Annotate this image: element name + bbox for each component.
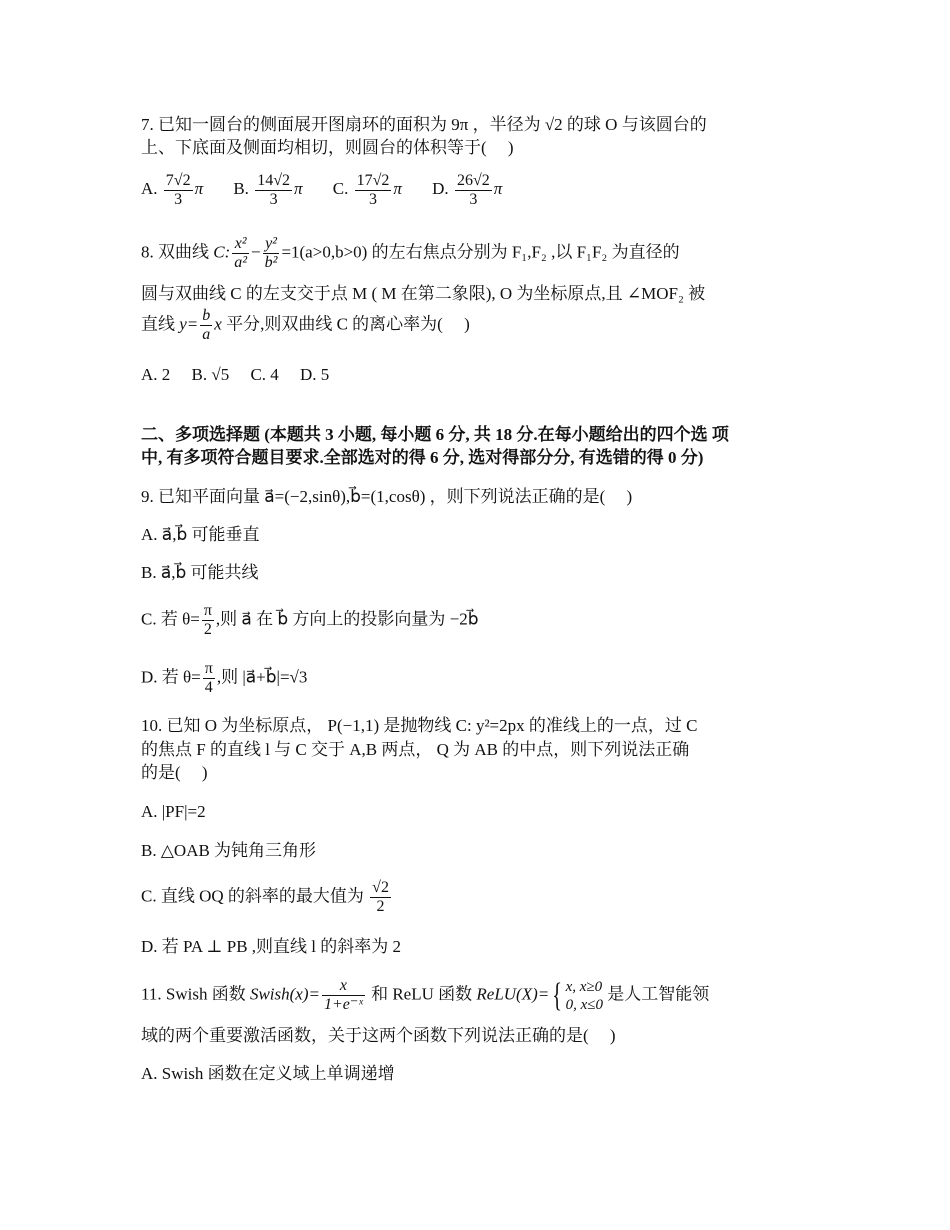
option-label: C.: [332, 179, 349, 199]
q8-x: x: [214, 314, 222, 334]
left-brace: {: [552, 976, 563, 1014]
q11-stem-line1: [141, 977, 709, 1014]
numerator: 26√2: [456, 172, 490, 189]
q7-option-d[interactable]: [432, 172, 503, 208]
numerator: 17√2: [356, 172, 390, 189]
numerator: 7√2: [165, 172, 191, 189]
q10-stem-line3: 的是( ): [141, 763, 208, 782]
option-label: A.: [141, 179, 158, 199]
q11-stem-line2: 域的两个重要激活函数，关于这两个函数下列说法正确的是( ): [141, 1026, 616, 1045]
pi-symbol: π: [393, 179, 402, 199]
q8-prefix: 8. 双曲线: [141, 242, 209, 262]
q10-stem-line2: 的焦点 F 的直线 l 与 C 交于 A,B 两点， Q 为 AB 的中点，则下列说法正确: [141, 740, 690, 759]
q7-stem-line1: 7. 已知一圆台的侧面展开图扇环的面积为 9π ，半径为 √2 的球 O 与该圆台的: [141, 115, 707, 134]
q10-option-c[interactable]: [141, 879, 393, 916]
q8-line3-rest: 平分,则双曲线 C 的离心率为( ): [226, 314, 470, 334]
denominator: 2: [376, 898, 385, 915]
q7-stem-line2: 上、下底面及侧面均相切，则圆台的体积等于( ): [141, 138, 514, 157]
denominator: a²: [234, 254, 248, 271]
case-2: 0, x≤0: [565, 996, 603, 1013]
numerator: b: [202, 307, 211, 324]
q9-option-a[interactable]: A. a⃗,b⃗ 可能垂直: [141, 525, 260, 544]
q10-option-a[interactable]: A. |PF|=2: [141, 802, 206, 821]
q10-stem-line1: 10. 已知 O 为坐标原点， P(−1,1) 是抛物线 C: y²=2px 的准线上的一点，过 C: [141, 716, 698, 735]
numerator: π: [204, 660, 213, 677]
denominator: 3: [368, 191, 377, 208]
fraction: [255, 172, 292, 209]
option-suffix: ,则 |a⃗+b⃗|=√3: [216, 667, 308, 687]
fraction-b-a: [200, 307, 212, 344]
case-1: x, x≥0: [565, 978, 603, 995]
numerator: 14√2: [257, 172, 290, 189]
numerator: x: [322, 977, 365, 996]
q7-options: [141, 172, 528, 209]
fraction-y2-b2: [263, 235, 280, 272]
denominator: b²: [264, 254, 278, 271]
fraction: [455, 172, 492, 209]
section2-heading-line1: 二、多项选择题 (本题共 3 小题, 每小题 6 分, 共 18 分.在每小题给出的四个选 项: [141, 425, 729, 444]
q9-option-d[interactable]: [141, 660, 307, 697]
fraction: [355, 172, 392, 209]
q10-option-d[interactable]: D. 若 PA ⊥ PB ,则直线 l 的斜率为 2: [141, 937, 402, 956]
fraction-pi-2: [202, 602, 214, 639]
fraction-x2-a2: [232, 235, 249, 272]
q10-option-b[interactable]: B. △OAB 为钝角三角形: [141, 841, 317, 860]
q8-stem-line2: 圆与双曲线 C 的左支交于点 M ( M 在第二象限), O 为坐标原点,且 ∠MOF₂ 被: [141, 284, 706, 303]
q9-stem: 9. 已知平面向量 a⃗=(−2,sinθ),b⃗=(1,cosθ) ，则下列说法正确的是( ): [141, 487, 633, 506]
option-prefix: D. 若 θ=: [141, 667, 201, 687]
minus-sign: −: [251, 242, 261, 262]
denominator: a: [202, 326, 211, 343]
q7-option-c[interactable]: [332, 172, 406, 208]
q8-line3-prefix: 直线: [141, 314, 175, 334]
option-prefix: C. 若 θ=: [141, 609, 200, 629]
q8-condition: =1(a>0,b>0): [281, 242, 368, 262]
q7-option-a[interactable]: [141, 172, 207, 208]
q9-option-b[interactable]: B. a⃗,b⃗ 可能共线: [141, 563, 259, 582]
option-label: B.: [233, 179, 249, 199]
section2-heading-line2: 中, 有多项符合题目要求.全部选对的得 6 分, 选对得部分分, 有选错的得 0 分): [141, 448, 704, 467]
pi-symbol: π: [194, 179, 204, 199]
q8-stem-line3: [141, 307, 470, 344]
denominator: 3: [469, 191, 478, 208]
q11-mid: 和 ReLU 函数: [371, 984, 473, 1004]
q8-options[interactable]: A. 2 B. √5 C. 4 D. 5: [141, 365, 330, 384]
q8-y-equals: y=: [179, 314, 199, 334]
fraction: [164, 172, 193, 209]
denominator: 3: [269, 191, 278, 208]
swish-lhs: Swish(x)=: [249, 984, 320, 1004]
q7-option-b[interactable]: [233, 172, 306, 208]
relu-lhs: ReLU(X)=: [476, 984, 550, 1004]
option-prefix: C. 直线 OQ 的斜率的最大值为: [141, 886, 364, 906]
q11-rest1: 是人工智能领: [607, 984, 710, 1004]
pi-symbol: π: [493, 179, 503, 199]
fraction-pi-4: [203, 660, 215, 697]
q11-option-a[interactable]: A. Swish 函数在定义域上单调递增: [141, 1064, 395, 1083]
q8-stem-line1: [141, 235, 680, 272]
fraction-sqrt2-2: [370, 879, 391, 916]
q9-option-c[interactable]: [141, 602, 479, 639]
option-suffix: ,则 a⃗ 在 b⃗ 方向上的投影向量为 −2b⃗: [215, 609, 479, 629]
denominator: 4: [204, 679, 213, 696]
pi-symbol: π: [293, 179, 303, 199]
q8-rest1: 的左右焦点分别为 F₁,F₂ ,以 F₁F₂ 为直径的: [371, 242, 680, 262]
denominator: 1+e⁻ˣ: [323, 996, 363, 1013]
numerator: y²: [263, 235, 280, 254]
q8-eq-lhs: C:: [213, 242, 231, 262]
option-label: D.: [432, 179, 449, 199]
numerator: π: [203, 602, 212, 619]
numerator: x²: [232, 235, 249, 254]
denominator: 3: [174, 191, 183, 208]
q11-prefix: 11. Swish 函数: [141, 984, 246, 1004]
relu-cases: [566, 978, 603, 1014]
fraction-swish: [322, 977, 365, 1014]
numerator: √2: [372, 879, 389, 896]
denominator: 2: [203, 621, 212, 638]
